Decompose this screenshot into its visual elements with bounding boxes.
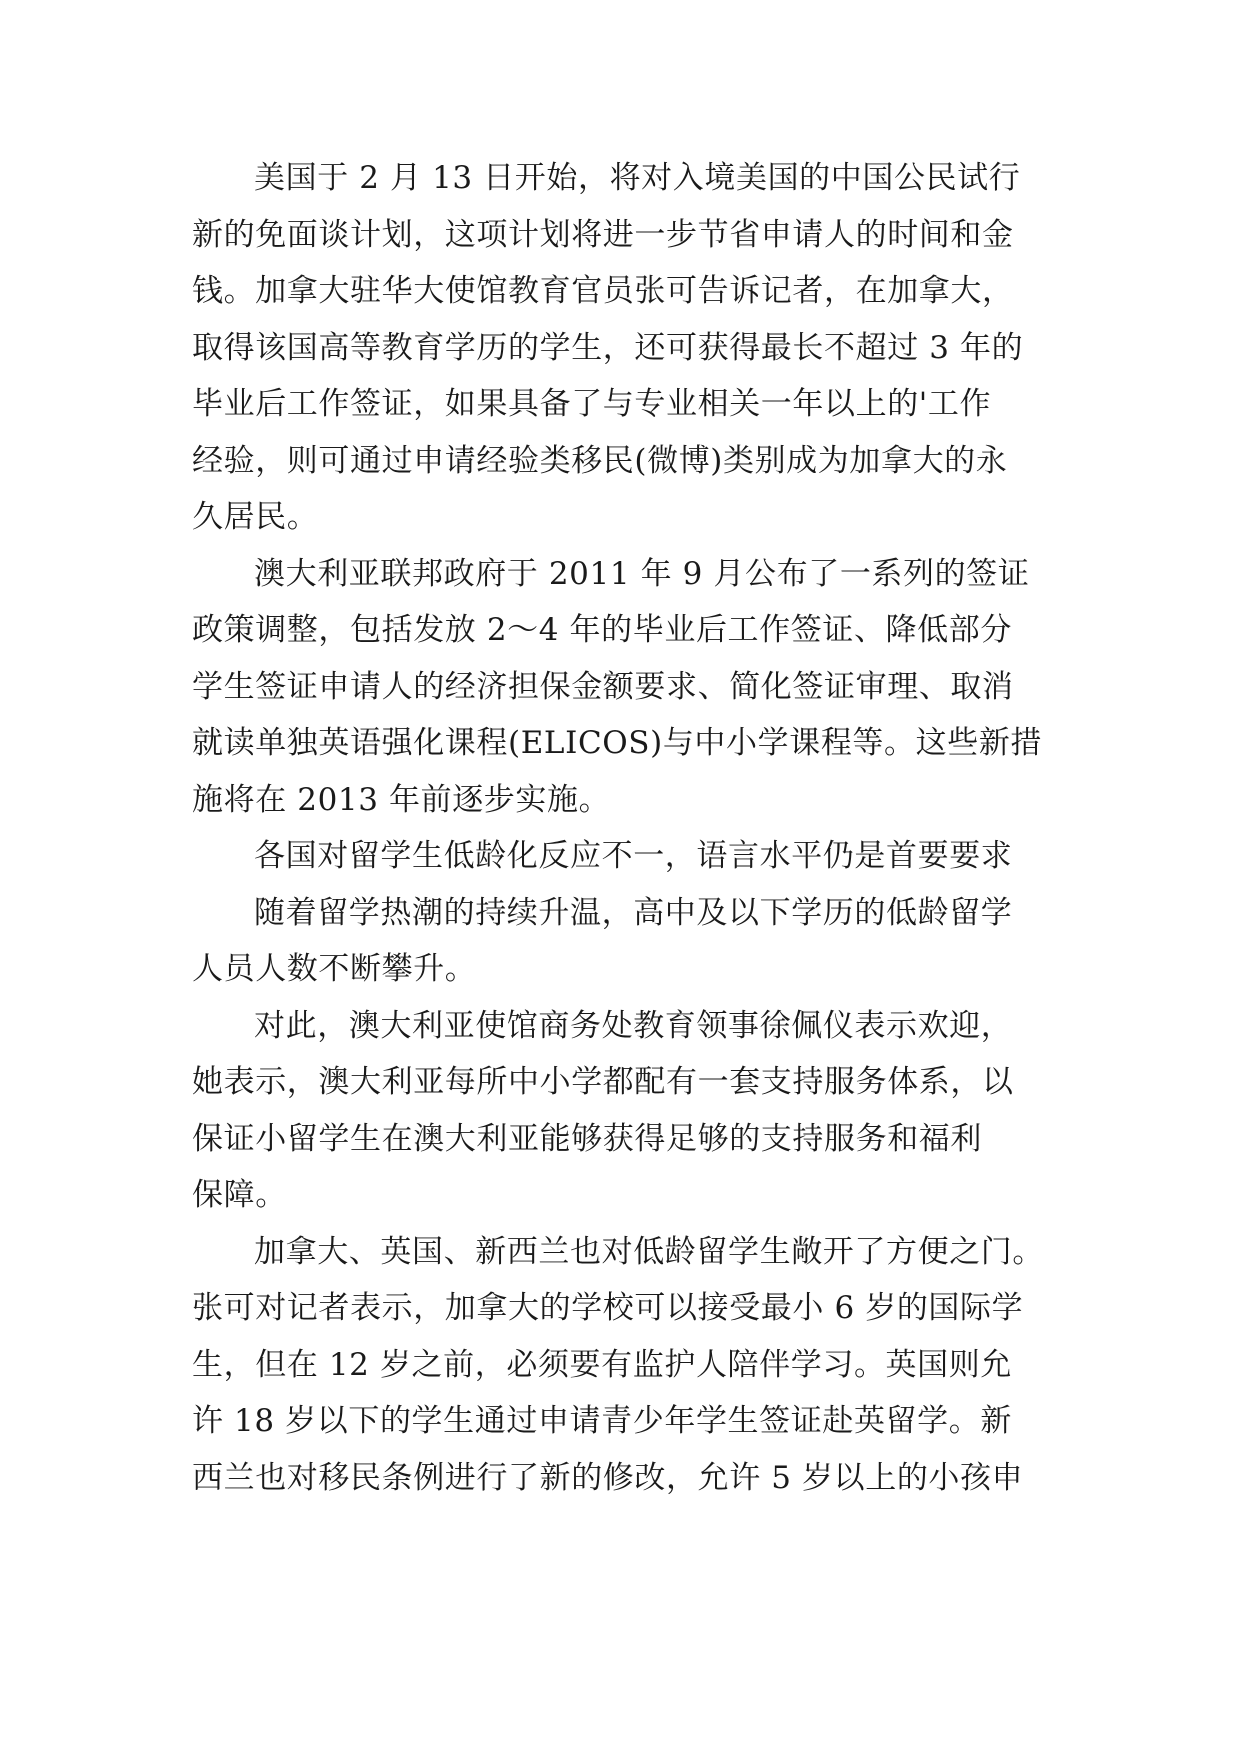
text-line: 学生签证申请人的经济担保金额要求、简化签证审理、取消 [192, 668, 1014, 705]
body-text [192, 150, 1052, 1506]
paragraph-6 [192, 1224, 1052, 1507]
text-line: 保障。 [192, 1177, 287, 1213]
text-line: 澳大利亚联邦政府于 2011 年 9 月公布了一系列的签证 [254, 555, 1030, 592]
text-line: 经验，则可通过申请经验类移民(微博)类别成为加拿大的永 [192, 442, 1008, 479]
text-line: 久居民。 [192, 499, 319, 535]
text-line: 张可对记者表示，加拿大的学校可以接受最小 6 岁的国际学 [192, 1290, 1024, 1326]
text-line: 人员人数不断攀升。 [192, 951, 477, 987]
text-line: 施将在 2013 年前逐步实施。 [192, 781, 611, 818]
text-line: 取得该国高等教育学历的学生，还可获得最长不超过 3 年的 [192, 329, 1024, 366]
paragraph-4 [192, 885, 1052, 998]
paragraph-1 [192, 150, 1052, 546]
text-line: 钱。加拿大驻华大使馆教育官员张可告诉记者，在加拿大， [192, 273, 1014, 309]
text-line: 就读单独英语强化课程(ELICOS)与中小学课程等。这些新措 [192, 725, 1043, 761]
text-line: 生，但在 12 岁之前，必须要有监护人陪伴学习。英国则允 [192, 1346, 1012, 1383]
text-line: 保证小留学生在澳大利亚能够获得足够的支持服务和福利 [192, 1120, 982, 1157]
text-line: 西兰也对移民条例进行了新的修改，允许 5 岁以上的小孩申 [192, 1459, 1024, 1496]
text-line: 她表示，澳大利亚每所中小学都配有一套支持服务体系，以 [192, 1064, 1014, 1100]
text-line: 新的免面谈计划，这项计划将进一步节省申请人的时间和金 [192, 216, 1014, 253]
text-line: 对此，澳大利亚使馆商务处教育领事徐佩仪表示欢迎， [254, 1007, 1013, 1044]
paragraph-2 [192, 546, 1052, 829]
text-line: 美国于 2 月 13 日开始，将对入境美国的中国公民试行 [254, 160, 1021, 196]
text-line: 许 18 岁以下的学生通过申请青少年学生签证赴英留学。新 [192, 1403, 1012, 1439]
text-line: 各国对留学生低龄化反应不一，语言水平仍是首要要求 [254, 838, 1013, 874]
text-line: 随着留学热潮的持续升温，高中及以下学历的低龄留学 [254, 894, 1013, 931]
text-line: 毕业后工作签证，如果具备了与专业相关一年以上的'工作 [192, 386, 992, 422]
text-line: 加拿大、英国、新西兰也对低龄留学生敞开了方便之门。 [254, 1233, 1044, 1270]
paragraph-3-heading [192, 828, 1052, 885]
text-line: 政策调整，包括发放 2～4 年的毕业后工作签证、降低部分 [192, 612, 1012, 648]
paragraph-5 [192, 998, 1052, 1224]
